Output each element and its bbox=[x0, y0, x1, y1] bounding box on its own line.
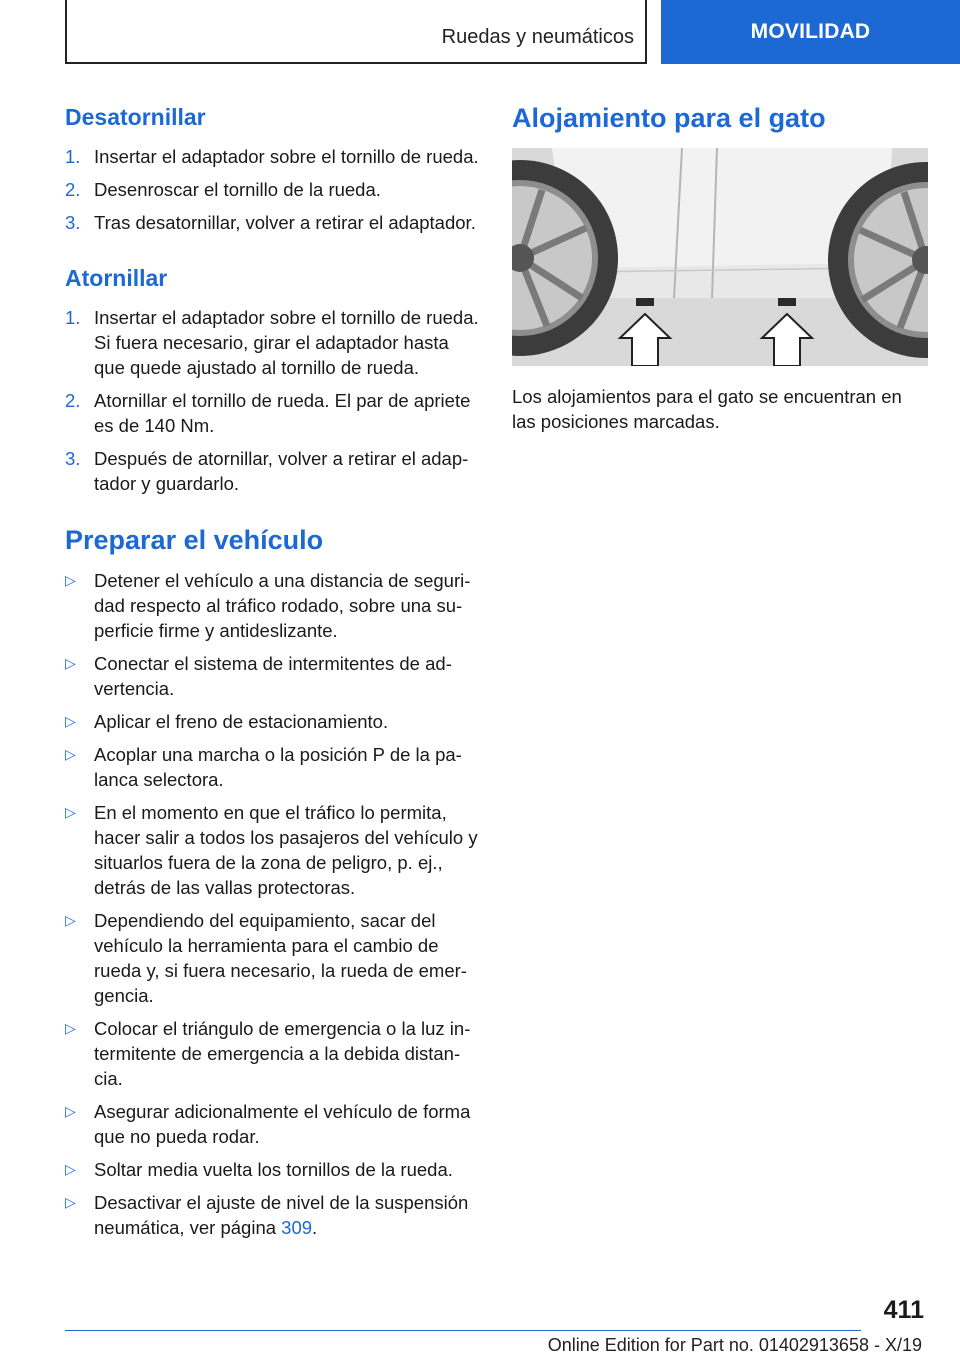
list-item-text: Dependiendo del equipamiento, sacar del vehículo la herramienta para el cambio de rueda y, si fuera necesario, la rueda de emergencia. bbox=[94, 910, 467, 1006]
step-item bbox=[65, 177, 480, 202]
triangle-bullet-icon: ▷ bbox=[65, 804, 76, 820]
footer-edition: Online Edition for Part no. 01402913658 - X/19 bbox=[547, 1335, 922, 1355]
preparar-heading: Preparar el vehículo bbox=[65, 525, 324, 555]
triangle-bullet-icon: ▷ bbox=[65, 1194, 76, 1210]
desatornillar-steps bbox=[65, 144, 480, 235]
step-text: Desenroscar el tornillo de la rueda. bbox=[94, 179, 381, 200]
right-column bbox=[512, 100, 928, 434]
step-text: Insertar el adaptador sobre el tornillo de rueda. bbox=[94, 146, 479, 167]
list-item bbox=[65, 568, 480, 643]
step-item bbox=[65, 305, 480, 380]
list-item-text: Colocar el triángulo de emergencia o la luz intermitente de emergencia a la debida distancia. bbox=[94, 1018, 471, 1089]
step-text: Insertar el adaptador sobre el tornillo de rueda. Si fuera necesario, girar el adaptador hasta que quede ajustado al tornillo de rueda. bbox=[94, 307, 479, 378]
list-item-end: . bbox=[312, 1217, 318, 1238]
chapter-tab[interactable]: MOVILIDAD bbox=[661, 0, 960, 64]
list-item-text: En el momento en que el tráfico lo permita, hacer salir a todos los pasajeros del vehículo y situarlos fuera de la zona de peligro, p. ej., detrás de las vallas protectoras. bbox=[94, 802, 478, 898]
step-item bbox=[65, 210, 480, 235]
atornillar-steps bbox=[65, 305, 480, 496]
step-item bbox=[65, 388, 480, 438]
triangle-bullet-icon: ▷ bbox=[65, 1020, 76, 1036]
list-item bbox=[65, 1157, 480, 1182]
page-reference-link[interactable]: 309 bbox=[281, 1217, 313, 1238]
list-item bbox=[65, 742, 480, 792]
list-item-text: Detener el vehículo a una distancia de seguridad respecto al tráfico rodado, sobre una superficie firme y antideslizante. bbox=[94, 570, 471, 641]
atornillar-heading: Atornillar bbox=[65, 265, 168, 291]
step-number: 1. bbox=[65, 146, 81, 167]
step-item bbox=[65, 144, 480, 169]
triangle-bullet-icon: ▷ bbox=[65, 746, 76, 762]
triangle-bullet-icon: ▷ bbox=[65, 1161, 76, 1177]
header-section-title: Ruedas y neumáticos bbox=[441, 26, 634, 48]
step-number: 2. bbox=[65, 179, 81, 200]
triangle-bullet-icon: ▷ bbox=[65, 655, 76, 671]
list-item bbox=[65, 651, 480, 701]
step-text: Atornillar el tornillo de rueda. El par de apriete es de 140 Nm. bbox=[94, 390, 471, 436]
list-item bbox=[65, 800, 480, 900]
page-number: 411 bbox=[883, 1296, 924, 1324]
jack-points-heading: Alojamiento para el gato bbox=[512, 103, 826, 133]
triangle-bullet-icon: ▷ bbox=[65, 912, 76, 928]
step-number: 2. bbox=[65, 390, 81, 411]
list-item-text: Conectar el sistema de intermitentes de advertencia. bbox=[94, 653, 452, 699]
list-item bbox=[65, 1190, 480, 1240]
preparar-list bbox=[65, 568, 480, 1240]
list-item-text: Aplicar el freno de estacionamiento. bbox=[94, 711, 389, 732]
step-number: 1. bbox=[65, 307, 81, 328]
step-item bbox=[65, 446, 480, 496]
footer-divider bbox=[65, 1330, 861, 1331]
desatornillar-heading: Desatornillar bbox=[65, 104, 206, 130]
list-item bbox=[65, 1016, 480, 1091]
step-text: Tras desatornillar, volver a retirar el adaptador. bbox=[94, 212, 476, 233]
list-item bbox=[65, 1099, 480, 1149]
triangle-bullet-icon: ▷ bbox=[65, 713, 76, 729]
step-number: 3. bbox=[65, 448, 81, 469]
jack-points-illustration bbox=[512, 148, 928, 366]
list-item-text: Soltar media vuelta los tornillos de la rueda. bbox=[94, 1159, 453, 1180]
step-number: 3. bbox=[65, 212, 81, 233]
left-column bbox=[65, 100, 480, 1248]
list-item-text: Desactivar el ajuste de nivel de la suspensión neumática, ver página bbox=[94, 1192, 469, 1238]
list-item bbox=[65, 709, 480, 734]
triangle-bullet-icon: ▷ bbox=[65, 572, 76, 588]
list-item-text: Acoplar una marcha o la posición P de la palanca selectora. bbox=[94, 744, 462, 790]
jack-points-caption: Los alojamientos para el gato se encuentran en las posiciones marcadas. bbox=[512, 386, 902, 432]
step-text: Después de atornillar, volver a retirar el adaptador y guardarlo. bbox=[94, 448, 469, 494]
list-item-text: Asegurar adicionalmente el vehículo de forma que no pueda rodar. bbox=[94, 1101, 471, 1147]
list-item bbox=[65, 908, 480, 1008]
triangle-bullet-icon: ▷ bbox=[65, 1103, 76, 1119]
